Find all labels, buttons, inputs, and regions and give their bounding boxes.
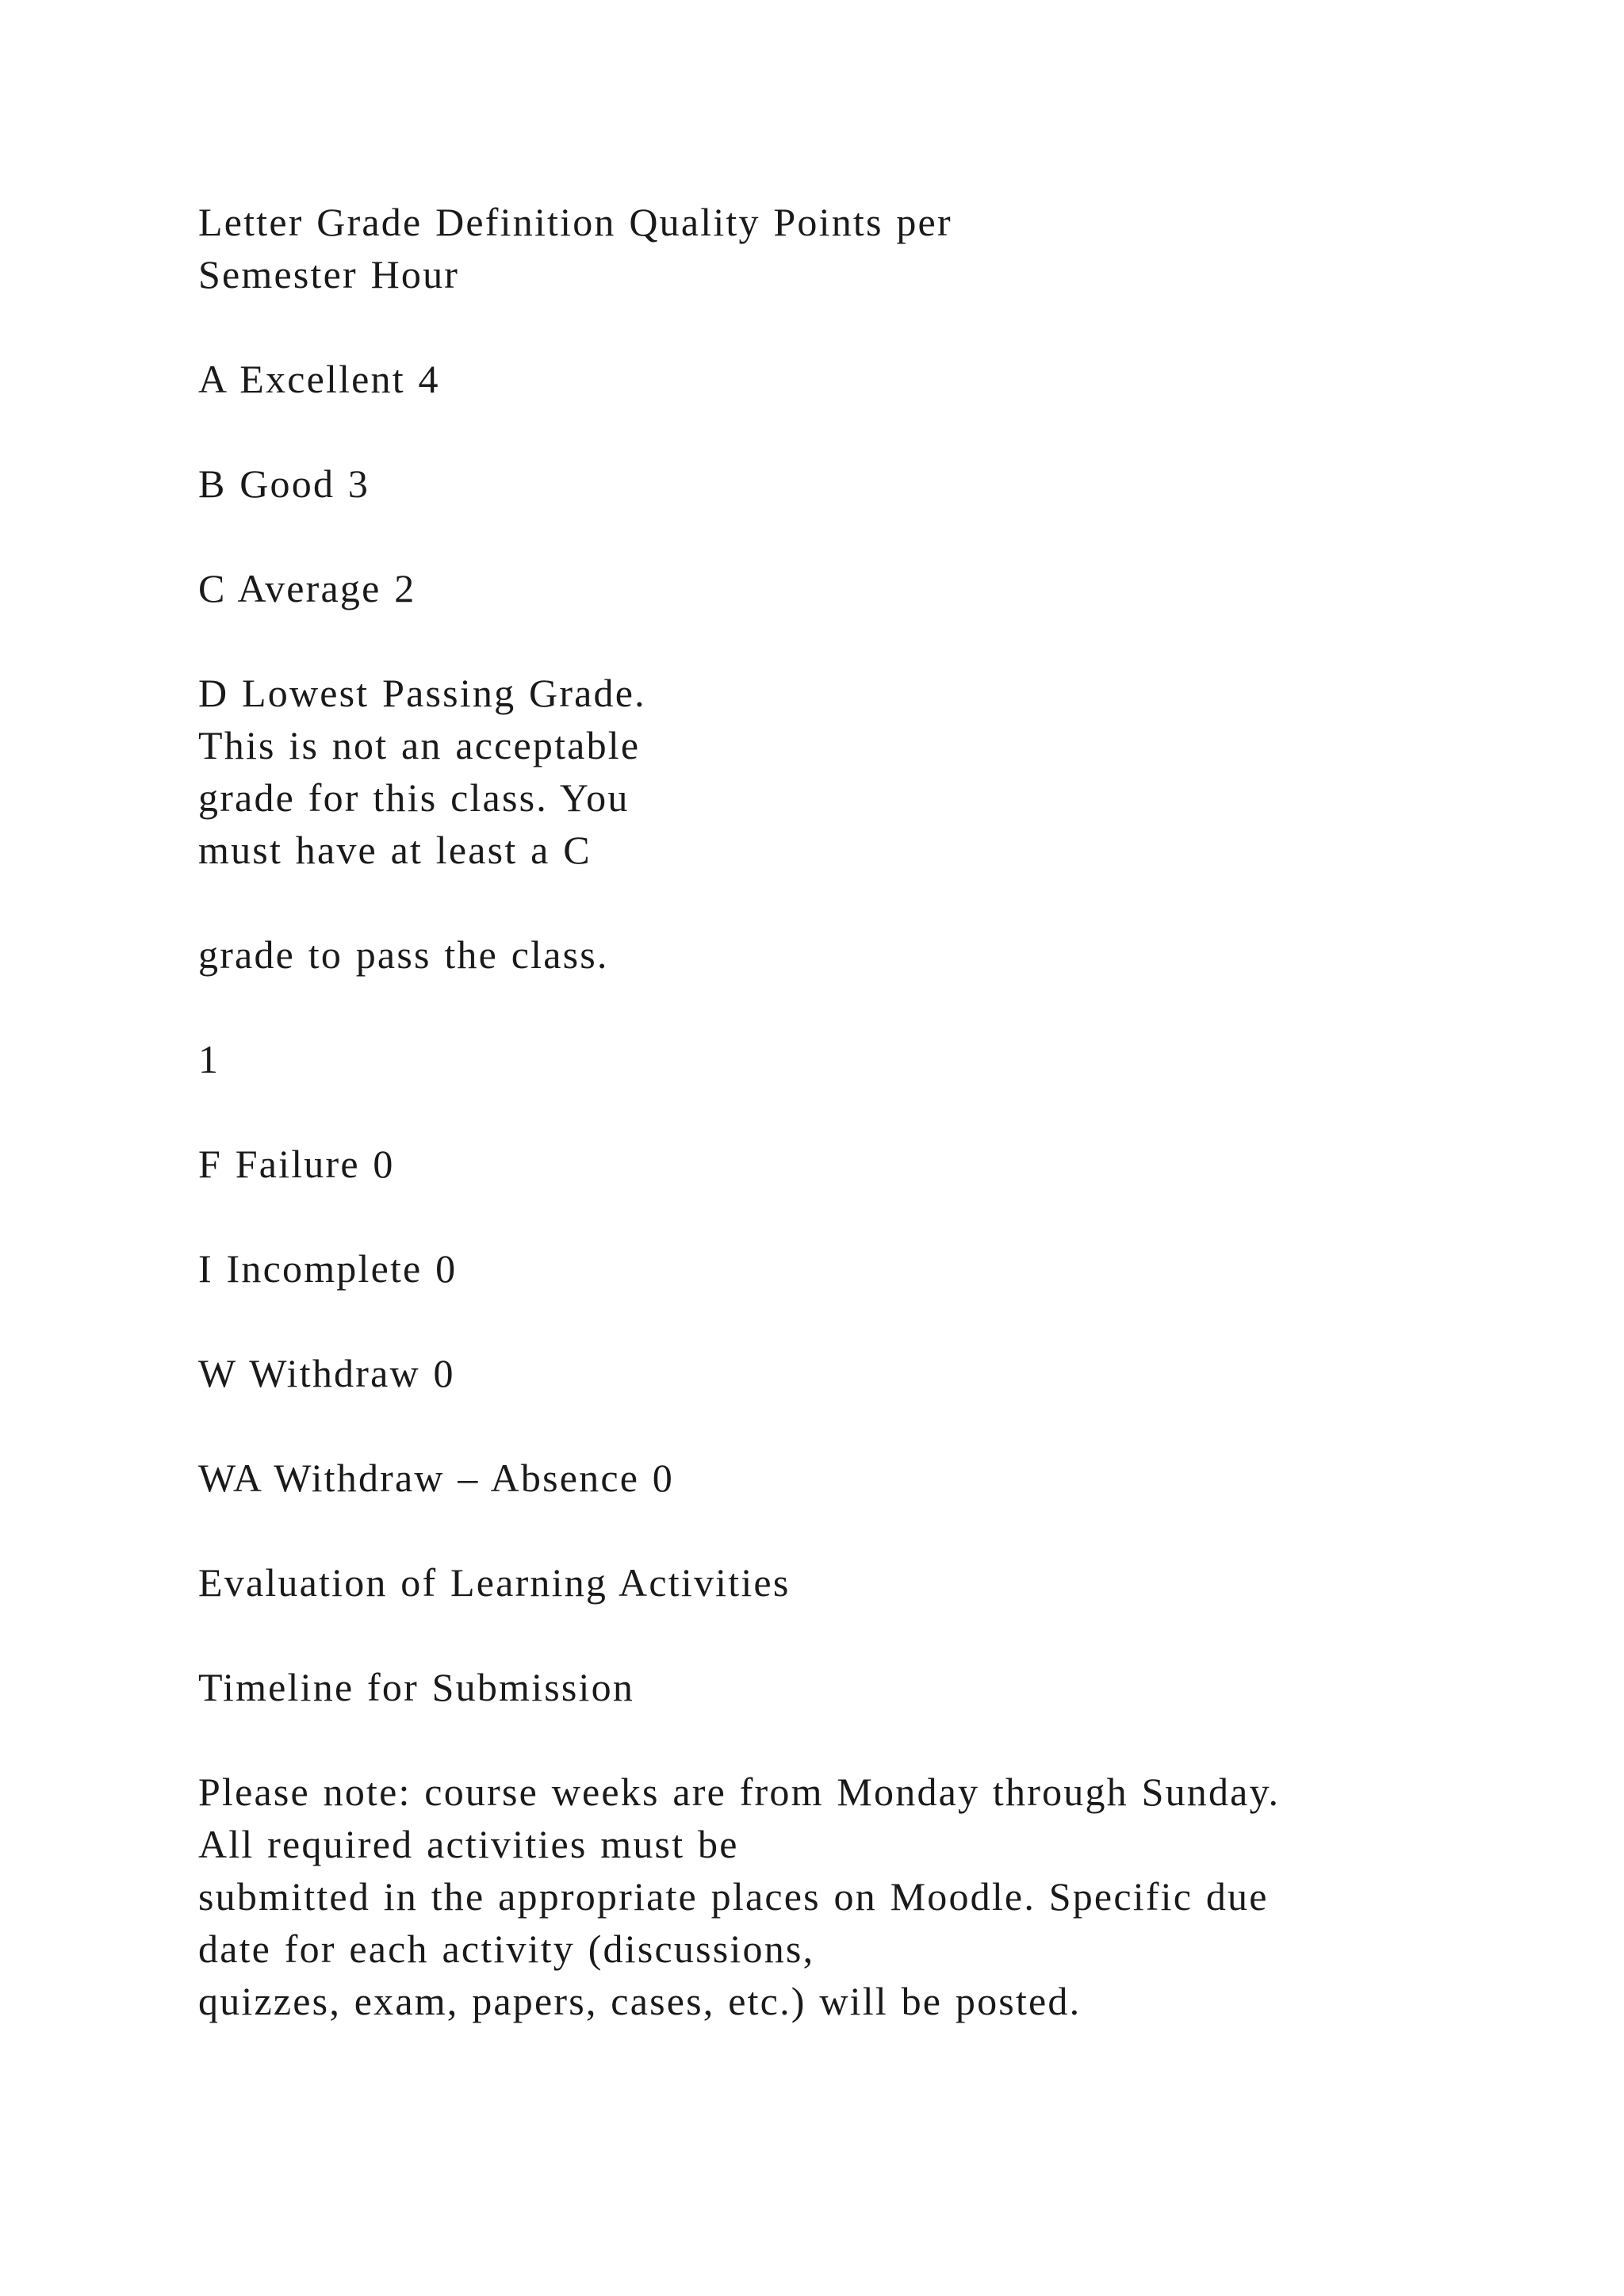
section-heading-timeline: Timeline for Submission — [198, 1665, 635, 1709]
note-line: submitted in the appropriate places on Moodle. Specific due — [198, 1874, 1269, 1919]
note-line: date for each activity (discussions, — [198, 1927, 815, 1971]
table-header-line-2: Semester Hour — [198, 252, 460, 297]
note-line: Please note: course weeks are from Monday through Sunday. — [198, 1770, 1281, 1814]
grade-d-line: D Lowest Passing Grade. — [198, 671, 646, 715]
grade-d-line: grade for this class. You — [198, 775, 630, 820]
grade-w-row: W Withdraw 0 — [198, 1351, 455, 1395]
grade-d-continuation: grade to pass the class. — [198, 932, 609, 977]
grade-d-line: must have at least a C — [198, 828, 592, 872]
grade-f-row: F Failure 0 — [198, 1142, 395, 1186]
note-line: All required activities must be — [198, 1822, 739, 1866]
grade-d-line: This is not an acceptable — [198, 723, 641, 767]
grade-a-row: A Excellent 4 — [198, 357, 440, 401]
grade-i-row: I Incomplete 0 — [198, 1246, 458, 1291]
section-heading-evaluation: Evaluation of Learning Activities — [198, 1560, 791, 1605]
note-line: quizzes, exam, papers, cases, etc.) will be posted. — [198, 1979, 1082, 2023]
grade-b-row: B Good 3 — [198, 461, 370, 506]
grade-c-row: C Average 2 — [198, 566, 416, 610]
grade-d-points: 1 — [198, 1037, 220, 1081]
grade-wa-row: WA Withdraw – Absence 0 — [198, 1456, 675, 1500]
table-header-line-1: Letter Grade Definition Quality Points per — [198, 200, 952, 244]
